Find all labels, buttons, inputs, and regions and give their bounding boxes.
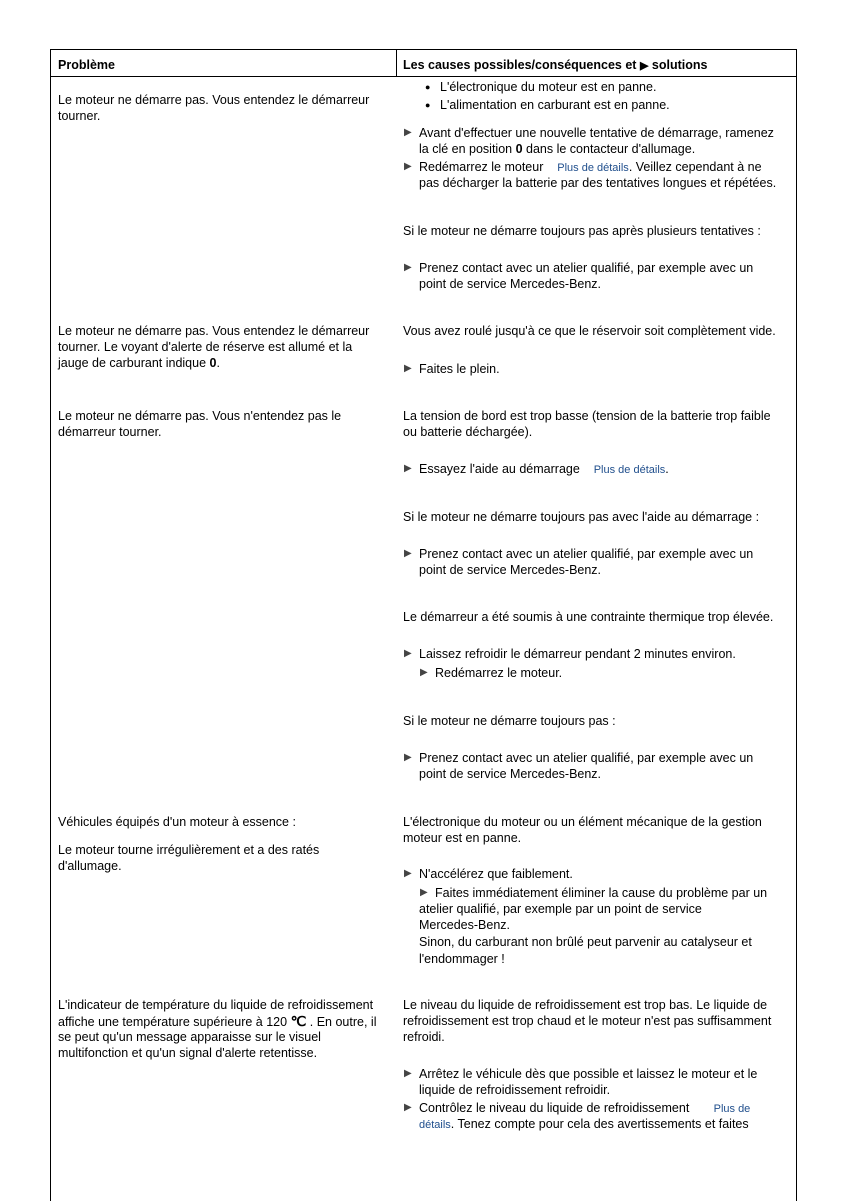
details-link[interactable]: Plus de détails [593,464,666,476]
row3-step2-line2: point de service Mercedes-Benz. [419,563,602,577]
row3-step3: Laissez refroidir le démarreur pendant 2 minutes environ. [419,647,736,661]
row3-cause1-line1: La tension de bord est trop basse (tension de la batterie trop faible [403,409,771,423]
details-link[interactable]: Plus de détails [557,162,629,174]
row1-step1-c: dans le contacteur d'allumage. [522,142,696,156]
row1-step3-line2: point de service Mercedes-Benz. [419,277,602,291]
row5-cause-line1: Le niveau du liquide de refroidissement est trop bas. Le liquide de [403,998,768,1012]
row1-step1-line2 [419,141,695,157]
row4-step1: N'accélérez que faiblement. [419,867,573,881]
row2-step: Faites le plein. [419,362,500,376]
row3-problem-line2: démarreur tourner. [58,425,162,439]
arrow-icon: ▶ [404,868,412,879]
row4-problem2-line2: d'allumage. [58,859,122,873]
arrow-icon: ▶ [639,60,649,72]
row1-problem-line1: Le moteur ne démarre pas. Vous entendez le démarreur [58,93,370,107]
row2-problem-a: jauge de carburant indique [58,356,210,370]
row5-problem-a: affiche une température supérieure à 120 [58,1015,291,1029]
details-link-cont[interactable]: détails [419,1119,451,1131]
row1-step1-key: 0 [515,142,523,156]
row1-problem-line2: tourner. [58,109,101,123]
row4-step2-line1: Faites immédiatement éliminer la cause du problème par un [435,886,768,900]
celsius-symbol: ℃ [290,1013,307,1029]
row1-step2-b: . Veillez cependant à ne [628,160,762,174]
header-causes-prefix: Les causes possibles/conséquences et [403,58,637,72]
row5-cause-line2: refroidissement est trop chaud et le moteur n'est pas suffisamment [403,1014,772,1028]
row4-step2-line5: l'endommager ! [419,952,505,966]
row3-problem-line1: Le moteur ne démarre pas. Vous n'entendez pas le [58,409,342,423]
row4-cause-line2: moteur est en panne. [403,831,522,845]
row4-step2-line4: Sinon, du carburant non brûlé peut parvenir au catalyseur et [419,935,752,949]
arrow-icon: ▶ [420,887,428,898]
column-divider [396,49,397,77]
row2-problem-line1: Le moteur ne démarre pas. Vous entendez le démarreur [58,324,370,338]
arrow-icon: ▶ [404,1102,412,1113]
row1-step2-line1 [419,159,762,176]
row4-problem1: Véhicules équipés d'un moteur à essence : [58,815,296,829]
row1-bullet1: L'électronique du moteur est en panne. [440,80,657,94]
arrow-icon: ▶ [404,648,412,659]
row1-step2-line2: pas décharger la batterie par des tentatives longues et répétées. [419,176,777,190]
arrow-icon: ▶ [404,463,412,474]
row1-condition: Si le moteur ne démarre toujours pas après plusieurs tentatives : [403,224,761,238]
row5-cause-line3: refroidi. [403,1030,445,1044]
row2-problem-line2: tourner. Le voyant d'alerte de réserve est allumé et la [58,340,353,354]
arrow-icon: ▶ [404,752,412,763]
row1-step2-a: Redémarrez le moteur [419,160,544,174]
row2-problem-line3 [58,355,220,371]
row1-step3-line1: Prenez contact avec un atelier qualifié, par exemple avec un [419,261,754,275]
header-problem: Problème [58,58,115,72]
row4-cause-line1: L'électronique du moteur ou un élément mécanique de la gestion [403,815,762,829]
row3-step1: Essayez l'aide au démarrage Plus de détails. [419,462,669,476]
row2-problem-value: 0 [209,356,217,370]
row5-problem-line1: L'indicateur de température du liquide de refroidissement [58,998,374,1012]
arrow-icon: ▶ [404,161,412,172]
bullet-icon: ● [425,100,431,110]
row5-problem-line2 [58,1013,376,1030]
row1-bullet2: L'alimentation en carburant est en panne. [440,98,670,112]
row4-step2-line2: atelier qualifié, par exemple par un point de service [419,902,702,916]
header-divider [50,76,796,77]
row3-step4-line1: Prenez contact avec un atelier qualifié, par exemple avec un [419,751,754,765]
row3-step2-line1: Prenez contact avec un atelier qualifié, par exemple avec un [419,547,754,561]
row5-step1-line1: Arrêtez le véhicule dès que possible et laissez le moteur et le [419,1067,758,1081]
row5-step1-line2: liquide de refroidissement refroidir. [419,1083,611,1097]
arrow-icon: ▶ [404,1068,412,1079]
arrow-icon: ▶ [404,127,412,138]
arrow-icon: ▶ [404,363,412,374]
row3-condition2: Si le moteur ne démarre toujours pas : [403,714,616,728]
row4-step2-line3: Mercedes-Benz. [419,918,511,932]
row3-step3b: Redémarrez le moteur. [435,666,563,680]
row3-step4-line2: point de service Mercedes-Benz. [419,767,602,781]
row5-step2-b: . Tenez compte pour cela des avertissements et faites [450,1117,749,1131]
arrow-icon: ▶ [420,667,428,678]
row3-condition1: Si le moteur ne démarre toujours pas avec l'aide au démarrage : [403,510,760,524]
header-causes [403,58,707,72]
row5-step2-line1 [419,1100,750,1117]
row2-problem-c: . [216,356,220,370]
row3-cause2: Le démarreur a été soumis à une contrainte thermique trop élevée. [403,610,774,624]
row5-problem-line4: multifonction et qu'un signal d'alerte retentisse. [58,1046,318,1060]
arrow-icon: ▶ [404,548,412,559]
header-causes-suffix: solutions [651,58,708,72]
bullet-icon: ● [425,82,431,92]
row5-problem-line3: se peut qu'un message apparaisse sur le visuel [58,1030,321,1044]
row3-step1-text: Essayez l'aide au démarrage [419,462,580,476]
row1-step1-line1: Avant d'effectuer une nouvelle tentative de démarrage, ramenez [419,126,774,140]
row4-problem2-line1: Le moteur tourne irrégulièrement et a des ratés [58,843,320,857]
row1-step1-a: la clé en position [419,142,516,156]
row5-step2-a: Contrôlez le niveau du liquide de refroidissement [419,1101,690,1115]
details-link[interactable]: Plus de [713,1103,751,1115]
arrow-icon: ▶ [404,262,412,273]
row2-cause: Vous avez roulé jusqu'à ce que le réservoir soit complètement vide. [403,324,776,338]
row5-problem-c: . En outre, il [306,1015,377,1029]
row3-cause1-line2: ou batterie déchargée). [403,425,533,439]
row5-step2-line2 [419,1116,749,1133]
